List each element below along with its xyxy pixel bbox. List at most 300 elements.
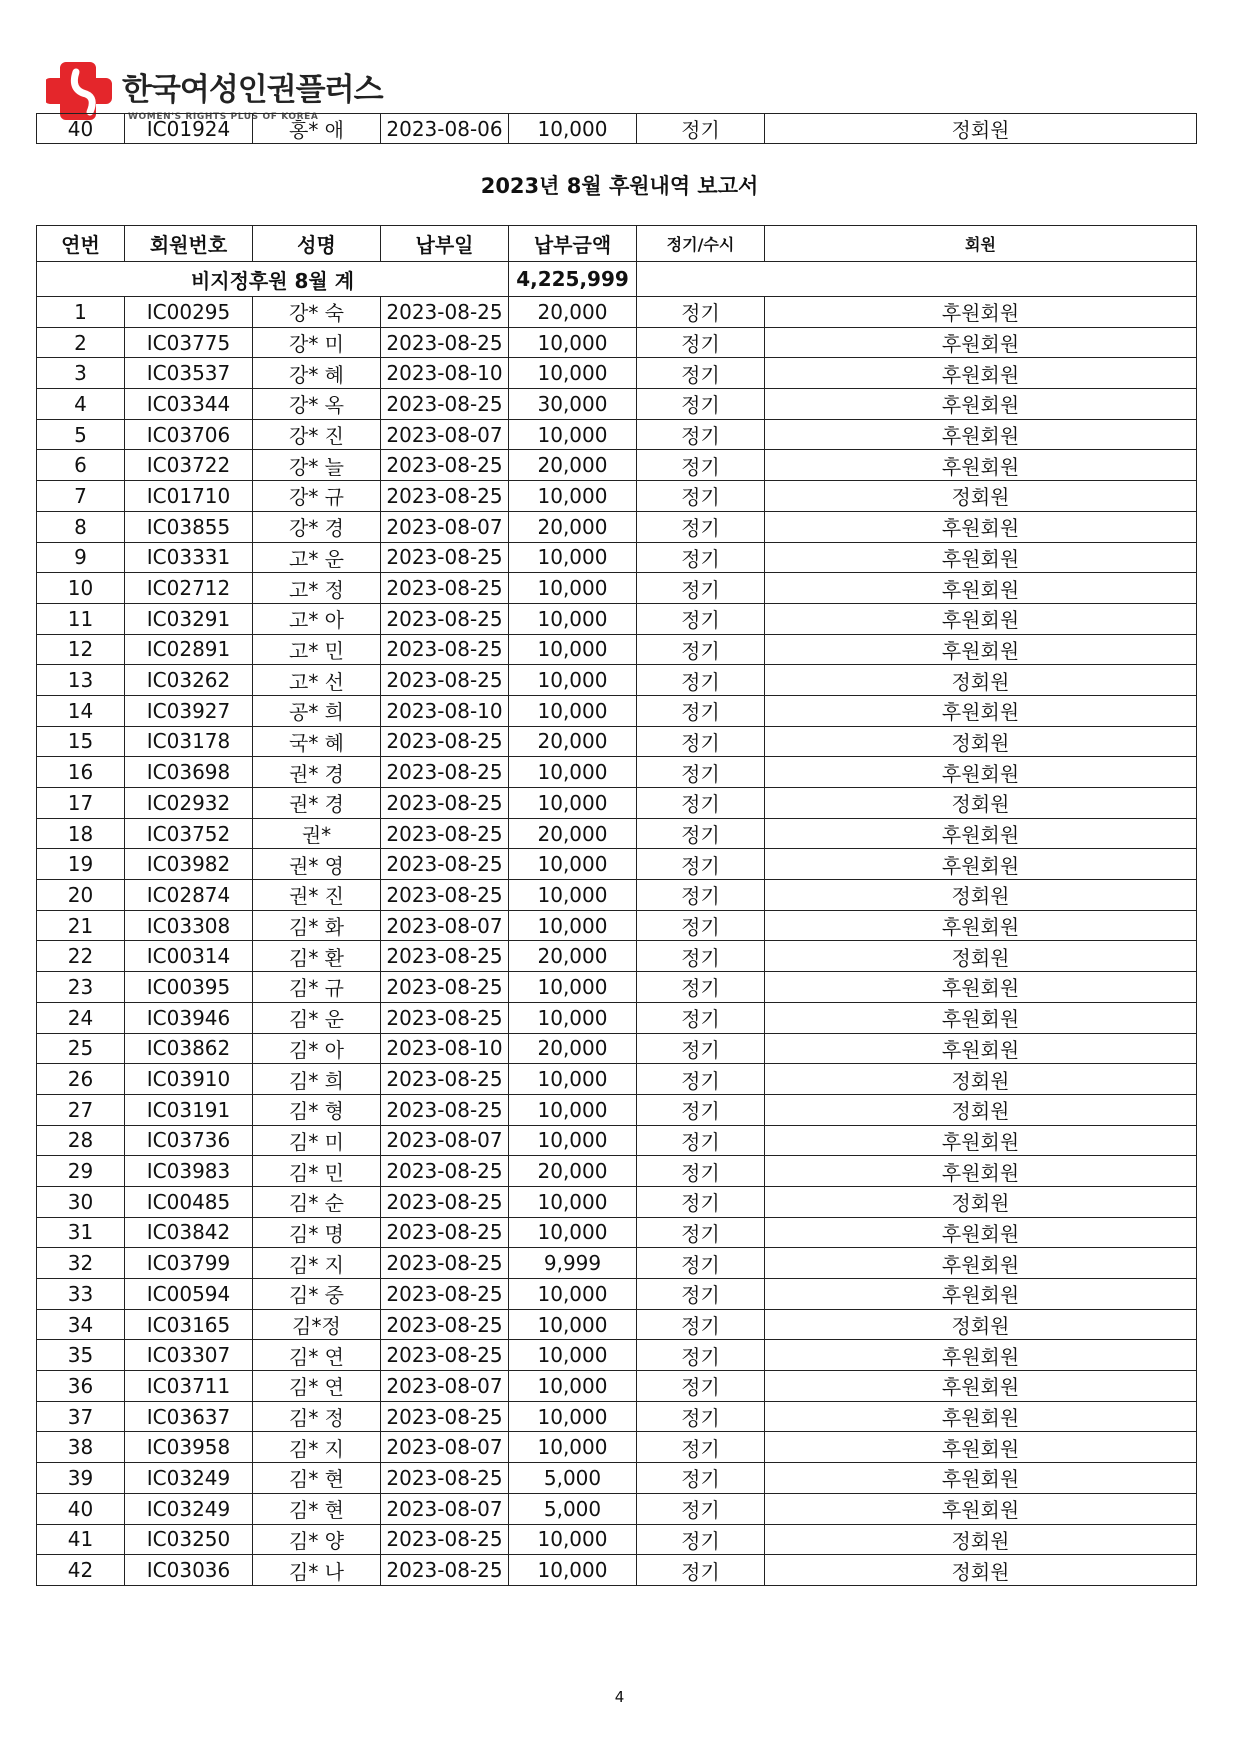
member-id: IC03698 — [125, 757, 253, 788]
row-number: 8 — [37, 511, 125, 542]
row-number: 27 — [37, 1094, 125, 1125]
payment-amount: 10,000 — [509, 1555, 637, 1586]
payment-amount: 10,000 — [509, 573, 637, 604]
member-id: IC00485 — [125, 1186, 253, 1217]
member-type: 후원회원 — [765, 573, 1197, 604]
member-id: IC03344 — [125, 389, 253, 420]
payment-amount: 10,000 — [509, 114, 637, 144]
payment-amount: 5,000 — [509, 1463, 637, 1494]
member-type: 정회원 — [765, 665, 1197, 696]
payment-date: 2023-08-25 — [381, 757, 509, 788]
member-type: 후원회원 — [765, 818, 1197, 849]
page-number: 4 — [614, 1688, 625, 1706]
row-number: 18 — [37, 818, 125, 849]
member-type: 후원회원 — [765, 634, 1197, 665]
payment-type: 정기 — [637, 910, 765, 941]
member-name: 고* 아 — [253, 603, 381, 634]
table-row — [37, 910, 1197, 941]
table-row — [37, 1186, 1197, 1217]
payment-type: 정기 — [637, 1125, 765, 1156]
row-number: 10 — [37, 573, 125, 604]
payment-date: 2023-08-25 — [381, 1156, 509, 1187]
payment-date: 2023-08-10 — [381, 695, 509, 726]
member-type: 후원회원 — [765, 450, 1197, 481]
member-id: IC03775 — [125, 327, 253, 358]
table-row — [37, 1156, 1197, 1187]
payment-amount: 10,000 — [509, 665, 637, 696]
payment-amount: 10,000 — [509, 1094, 637, 1125]
member-name: 김* 민 — [253, 1156, 381, 1187]
member-name: 권* 영 — [253, 849, 381, 880]
member-id: IC03946 — [125, 1002, 253, 1033]
table-row — [37, 818, 1197, 849]
payment-amount: 20,000 — [509, 1156, 637, 1187]
payment-date: 2023-08-25 — [381, 1340, 509, 1371]
payment-type: 정기 — [637, 573, 765, 604]
member-id: IC03910 — [125, 1064, 253, 1095]
table-row — [37, 542, 1197, 573]
member-id: IC03637 — [125, 1401, 253, 1432]
member-name: 김* 운 — [253, 1002, 381, 1033]
table-row — [37, 1064, 1197, 1095]
payment-date: 2023-08-25 — [381, 1094, 509, 1125]
member-type: 정회원 — [765, 1555, 1197, 1586]
payment-type: 정기 — [637, 1064, 765, 1095]
row-number: 15 — [37, 726, 125, 757]
member-name: 김* 희 — [253, 1064, 381, 1095]
row-number: 25 — [37, 1033, 125, 1064]
member-name: 김* 현 — [253, 1493, 381, 1524]
table-row — [37, 1094, 1197, 1125]
payment-date: 2023-08-25 — [381, 1186, 509, 1217]
member-type: 정회원 — [765, 726, 1197, 757]
member-type: 후원회원 — [765, 1493, 1197, 1524]
table-row — [37, 1463, 1197, 1494]
payment-date: 2023-08-10 — [381, 358, 509, 389]
payment-type: 정기 — [637, 1432, 765, 1463]
payment-amount: 10,000 — [509, 1064, 637, 1095]
member-type: 정회원 — [765, 114, 1197, 144]
table-row — [37, 1493, 1197, 1524]
payment-date: 2023-08-25 — [381, 849, 509, 880]
table-row — [37, 972, 1197, 1003]
member-name: 권* — [253, 818, 381, 849]
subtotal-amount: 4,225,999 — [509, 262, 637, 297]
payment-amount: 10,000 — [509, 542, 637, 573]
member-name: 김* 중 — [253, 1279, 381, 1310]
payment-amount: 10,000 — [509, 1371, 637, 1402]
row-number: 22 — [37, 941, 125, 972]
member-name: 김* 나 — [253, 1555, 381, 1586]
payment-type: 정기 — [637, 1493, 765, 1524]
payment-amount: 10,000 — [509, 1340, 637, 1371]
table-row — [37, 1217, 1197, 1248]
column-header: 정기/수시 — [637, 226, 765, 262]
table-row — [37, 695, 1197, 726]
member-id: IC03711 — [125, 1371, 253, 1402]
member-id: IC03983 — [125, 1156, 253, 1187]
member-id: IC03958 — [125, 1432, 253, 1463]
report-title: 2023년 8월 후원내역 보고서 — [480, 174, 759, 198]
row-number: 16 — [37, 757, 125, 788]
donation-table — [36, 225, 1197, 1586]
member-name: 김* 미 — [253, 1125, 381, 1156]
payment-amount: 10,000 — [509, 1401, 637, 1432]
member-id: IC03331 — [125, 542, 253, 573]
member-id: IC03722 — [125, 450, 253, 481]
payment-type: 정기 — [637, 450, 765, 481]
payment-amount: 10,000 — [509, 757, 637, 788]
table-row — [37, 1371, 1197, 1402]
member-name: 강* 규 — [253, 481, 381, 512]
row-number: 26 — [37, 1064, 125, 1095]
member-name: 김* 연 — [253, 1340, 381, 1371]
payment-type: 정기 — [637, 389, 765, 420]
table-row — [37, 1401, 1197, 1432]
table-row — [37, 1432, 1197, 1463]
payment-date: 2023-08-07 — [381, 1125, 509, 1156]
payment-type: 정기 — [637, 665, 765, 696]
member-id: IC03982 — [125, 849, 253, 880]
member-type: 후원회원 — [765, 1217, 1197, 1248]
payment-type: 정기 — [637, 941, 765, 972]
row-number: 5 — [37, 419, 125, 450]
table-row — [37, 419, 1197, 450]
payment-type: 정기 — [637, 1279, 765, 1310]
carryover-table — [36, 113, 1197, 144]
payment-date: 2023-08-25 — [381, 1309, 509, 1340]
table-row — [37, 941, 1197, 972]
table-row — [37, 757, 1197, 788]
member-id: IC03855 — [125, 511, 253, 542]
payment-date: 2023-08-25 — [381, 1555, 509, 1586]
member-id: IC03307 — [125, 1340, 253, 1371]
member-name: 김* 아 — [253, 1033, 381, 1064]
row-number: 39 — [37, 1463, 125, 1494]
member-name: 김* 지 — [253, 1432, 381, 1463]
payment-type: 정기 — [637, 849, 765, 880]
member-type: 후원회원 — [765, 1279, 1197, 1310]
payment-date: 2023-08-25 — [381, 542, 509, 573]
member-name: 김* 화 — [253, 910, 381, 941]
member-name: 김* 현 — [253, 1463, 381, 1494]
member-name: 공* 희 — [253, 695, 381, 726]
member-name: 김* 정 — [253, 1401, 381, 1432]
member-type: 후원회원 — [765, 695, 1197, 726]
row-number: 13 — [37, 665, 125, 696]
table-row — [37, 450, 1197, 481]
table-row — [37, 297, 1197, 328]
member-type: 후원회원 — [765, 1248, 1197, 1279]
payment-amount: 10,000 — [509, 880, 637, 911]
member-id: IC03799 — [125, 1248, 253, 1279]
payment-date: 2023-08-25 — [381, 1463, 509, 1494]
member-id: IC03250 — [125, 1524, 253, 1555]
member-name: 강* 진 — [253, 419, 381, 450]
member-name: 고* 운 — [253, 542, 381, 573]
table-row — [37, 573, 1197, 604]
payment-type: 정기 — [637, 1248, 765, 1279]
member-id: IC03706 — [125, 419, 253, 450]
row-number: 19 — [37, 849, 125, 880]
subtotal-label: 비지정후원 8월 계 — [37, 262, 509, 297]
payment-type: 정기 — [637, 788, 765, 819]
member-type: 후원회원 — [765, 849, 1197, 880]
member-name: 강* 경 — [253, 511, 381, 542]
payment-date: 2023-08-25 — [381, 1248, 509, 1279]
member-id: IC03262 — [125, 665, 253, 696]
member-type: 정회원 — [765, 1064, 1197, 1095]
member-name: 강* 늘 — [253, 450, 381, 481]
payment-type: 정기 — [637, 511, 765, 542]
payment-date: 2023-08-07 — [381, 1493, 509, 1524]
table-row — [37, 1033, 1197, 1064]
member-name: 강* 옥 — [253, 389, 381, 420]
member-id: IC03036 — [125, 1555, 253, 1586]
table-row — [37, 1555, 1197, 1586]
payment-type: 정기 — [637, 695, 765, 726]
payment-type: 정기 — [637, 419, 765, 450]
row-number: 20 — [37, 880, 125, 911]
payment-type: 정기 — [637, 297, 765, 328]
table-row — [37, 1248, 1197, 1279]
payment-type: 정기 — [637, 1217, 765, 1248]
row-number: 40 — [37, 114, 125, 144]
member-id: IC02891 — [125, 634, 253, 665]
row-number: 28 — [37, 1125, 125, 1156]
member-type: 후원회원 — [765, 1033, 1197, 1064]
column-header: 납부금액 — [509, 226, 637, 262]
payment-date: 2023-08-25 — [381, 297, 509, 328]
payment-date: 2023-08-25 — [381, 880, 509, 911]
table-row — [37, 1125, 1197, 1156]
payment-amount: 30,000 — [509, 389, 637, 420]
row-number: 42 — [37, 1555, 125, 1586]
member-type: 후원회원 — [765, 1125, 1197, 1156]
payment-type: 정기 — [637, 1340, 765, 1371]
member-type: 정회원 — [765, 941, 1197, 972]
member-type: 정회원 — [765, 880, 1197, 911]
member-id: IC03249 — [125, 1493, 253, 1524]
table-row — [37, 880, 1197, 911]
member-type: 정회원 — [765, 1094, 1197, 1125]
payment-type: 정기 — [637, 603, 765, 634]
member-name: 권* 경 — [253, 757, 381, 788]
payment-date: 2023-08-07 — [381, 1371, 509, 1402]
row-number: 6 — [37, 450, 125, 481]
row-number: 9 — [37, 542, 125, 573]
payment-type: 정기 — [637, 542, 765, 573]
member-type: 후원회원 — [765, 1401, 1197, 1432]
table-row — [37, 603, 1197, 634]
payment-amount: 9,999 — [509, 1248, 637, 1279]
row-number: 11 — [37, 603, 125, 634]
header-row — [37, 226, 1197, 262]
member-type: 후원회원 — [765, 910, 1197, 941]
payment-date: 2023-08-07 — [381, 419, 509, 450]
payment-type: 정기 — [637, 1309, 765, 1340]
payment-type: 정기 — [637, 1371, 765, 1402]
row-number: 36 — [37, 1371, 125, 1402]
payment-type: 정기 — [637, 1555, 765, 1586]
subtotal-row — [37, 262, 1197, 297]
member-name: 고* 정 — [253, 573, 381, 604]
table-row — [37, 511, 1197, 542]
payment-date: 2023-08-25 — [381, 1524, 509, 1555]
payment-type: 정기 — [637, 1186, 765, 1217]
member-type: 후원회원 — [765, 1156, 1197, 1187]
payment-amount: 20,000 — [509, 726, 637, 757]
payment-amount: 20,000 — [509, 511, 637, 542]
payment-amount: 10,000 — [509, 1524, 637, 1555]
payment-type: 정기 — [637, 1156, 765, 1187]
row-number: 34 — [37, 1309, 125, 1340]
payment-amount: 10,000 — [509, 1125, 637, 1156]
payment-type: 정기 — [637, 1094, 765, 1125]
member-type: 후원회원 — [765, 757, 1197, 788]
payment-date: 2023-08-07 — [381, 910, 509, 941]
payment-type: 정기 — [637, 757, 765, 788]
subtotal-empty — [637, 262, 1197, 297]
table-row — [37, 849, 1197, 880]
member-type: 정회원 — [765, 1309, 1197, 1340]
member-id: IC00295 — [125, 297, 253, 328]
member-type: 후원회원 — [765, 1463, 1197, 1494]
payment-amount: 10,000 — [509, 695, 637, 726]
payment-date: 2023-08-25 — [381, 1279, 509, 1310]
member-name: 고* 민 — [253, 634, 381, 665]
table-row — [37, 634, 1197, 665]
row-number: 17 — [37, 788, 125, 819]
payment-type: 정기 — [637, 1002, 765, 1033]
row-number: 21 — [37, 910, 125, 941]
member-name: 김* 양 — [253, 1524, 381, 1555]
member-id: IC03537 — [125, 358, 253, 389]
row-number: 14 — [37, 695, 125, 726]
payment-type: 정기 — [637, 634, 765, 665]
member-id: IC02874 — [125, 880, 253, 911]
payment-amount: 10,000 — [509, 419, 637, 450]
member-id: IC03752 — [125, 818, 253, 849]
member-id: IC00314 — [125, 941, 253, 972]
payment-amount: 20,000 — [509, 941, 637, 972]
payment-amount: 10,000 — [509, 634, 637, 665]
payment-type: 정기 — [637, 358, 765, 389]
payment-type: 정기 — [637, 481, 765, 512]
payment-date: 2023-08-25 — [381, 972, 509, 1003]
payment-date: 2023-08-25 — [381, 1002, 509, 1033]
payment-amount: 10,000 — [509, 603, 637, 634]
member-name: 고* 선 — [253, 665, 381, 696]
payment-amount: 10,000 — [509, 1279, 637, 1310]
row-number: 37 — [37, 1401, 125, 1432]
payment-date: 2023-08-25 — [381, 726, 509, 757]
member-type: 후원회원 — [765, 419, 1197, 450]
payment-amount: 20,000 — [509, 1033, 637, 1064]
table-row — [37, 1002, 1197, 1033]
payment-amount: 10,000 — [509, 481, 637, 512]
payment-type: 정기 — [637, 818, 765, 849]
payment-date: 2023-08-25 — [381, 634, 509, 665]
logo-text: 한국여성인권플러스 — [122, 72, 383, 108]
payment-date: 2023-08-25 — [381, 573, 509, 604]
row-number: 1 — [37, 297, 125, 328]
member-type: 후원회원 — [765, 1002, 1197, 1033]
row-number: 30 — [37, 1186, 125, 1217]
row-number: 38 — [37, 1432, 125, 1463]
payment-amount: 10,000 — [509, 327, 637, 358]
table-row — [37, 114, 1197, 144]
row-number: 35 — [37, 1340, 125, 1371]
payment-date: 2023-08-25 — [381, 1064, 509, 1095]
member-name: 강* 혜 — [253, 358, 381, 389]
payment-amount: 5,000 — [509, 1493, 637, 1524]
row-number: 4 — [37, 389, 125, 420]
member-id: IC03178 — [125, 726, 253, 757]
payment-date: 2023-08-25 — [381, 481, 509, 512]
payment-type: 정기 — [637, 1463, 765, 1494]
row-number: 32 — [37, 1248, 125, 1279]
payment-type: 정기 — [637, 972, 765, 1003]
member-type: 후원회원 — [765, 297, 1197, 328]
table-row — [37, 358, 1197, 389]
table-row — [37, 1279, 1197, 1310]
table-row — [37, 726, 1197, 757]
payment-date: 2023-08-25 — [381, 818, 509, 849]
payment-date: 2023-08-25 — [381, 1401, 509, 1432]
payment-type: 정기 — [637, 880, 765, 911]
payment-amount: 20,000 — [509, 818, 637, 849]
logo-subtext: WOMEN'S RIGHTS PLUS OF KOREA — [128, 112, 319, 122]
member-name: 김* 규 — [253, 972, 381, 1003]
payment-amount: 10,000 — [509, 1432, 637, 1463]
payment-date: 2023-08-25 — [381, 941, 509, 972]
row-number: 29 — [37, 1156, 125, 1187]
column-header: 회원 — [765, 226, 1197, 262]
member-id: IC03927 — [125, 695, 253, 726]
member-type: 후원회원 — [765, 542, 1197, 573]
member-name: 국* 혜 — [253, 726, 381, 757]
member-id: IC00594 — [125, 1279, 253, 1310]
table-row — [37, 665, 1197, 696]
table-row — [37, 1309, 1197, 1340]
payment-amount: 10,000 — [509, 358, 637, 389]
payment-amount: 10,000 — [509, 972, 637, 1003]
payment-date: 2023-08-10 — [381, 1033, 509, 1064]
row-number: 7 — [37, 481, 125, 512]
member-type: 정회원 — [765, 788, 1197, 819]
member-id: IC03842 — [125, 1217, 253, 1248]
member-id: IC02712 — [125, 573, 253, 604]
payment-date: 2023-08-07 — [381, 511, 509, 542]
table-row — [37, 788, 1197, 819]
row-number: 41 — [37, 1524, 125, 1555]
member-name: 김* 환 — [253, 941, 381, 972]
member-id: IC01710 — [125, 481, 253, 512]
payment-date: 2023-08-25 — [381, 327, 509, 358]
row-number: 12 — [37, 634, 125, 665]
member-id: IC03736 — [125, 1125, 253, 1156]
column-header: 납부일 — [381, 226, 509, 262]
member-type: 후원회원 — [765, 603, 1197, 634]
payment-amount: 20,000 — [509, 297, 637, 328]
table-row — [37, 1524, 1197, 1555]
member-name: 홍* 애 — [253, 114, 381, 144]
member-type: 후원회원 — [765, 511, 1197, 542]
payment-amount: 10,000 — [509, 910, 637, 941]
payment-date: 2023-08-25 — [381, 788, 509, 819]
row-number: 23 — [37, 972, 125, 1003]
